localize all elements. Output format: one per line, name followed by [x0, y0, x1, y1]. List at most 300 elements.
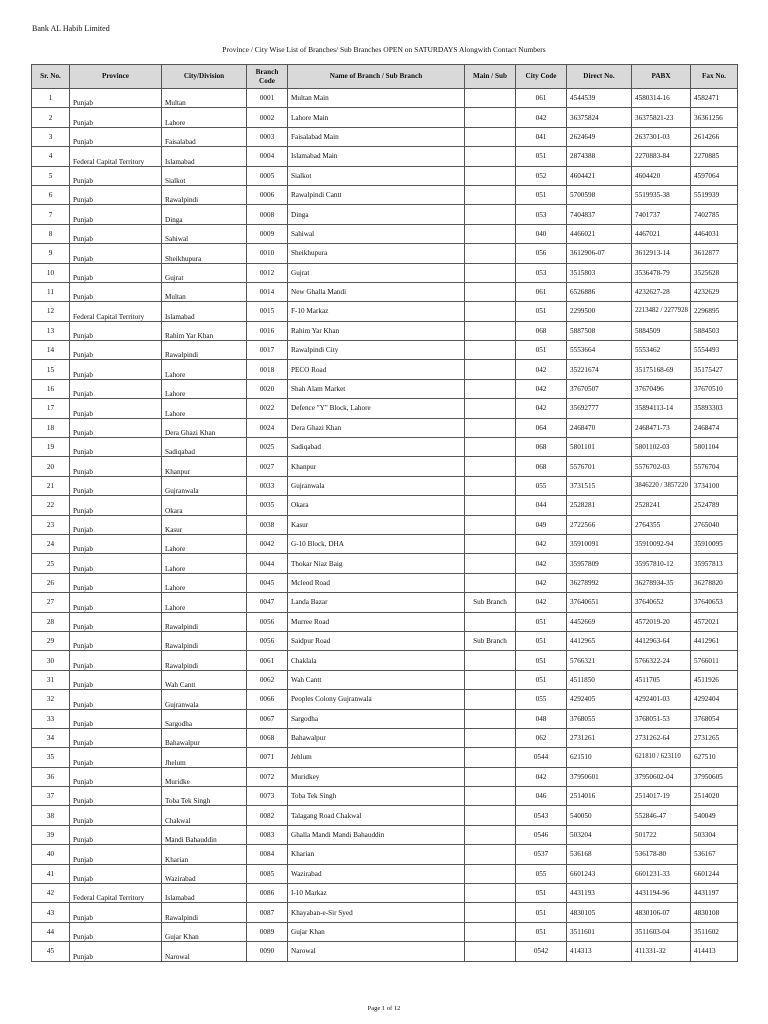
- cell-pabx: 7401737: [632, 205, 691, 224]
- table-row: [32, 476, 738, 495]
- header-main-sub: Main / Sub: [465, 65, 516, 89]
- cell-fax-no: 4597064: [691, 166, 738, 185]
- cell-main-sub: [465, 670, 516, 689]
- cell-branch-name: Bahawalpur: [288, 728, 465, 747]
- cell-sr-no: 15: [32, 360, 70, 379]
- cell-branch-name: Peoples Colony Gujranwala: [288, 690, 465, 709]
- cell-branch-name: Sadiqabad: [288, 438, 465, 457]
- cell-branch-code: 0087: [247, 903, 288, 922]
- cell-branch-code: 0015: [247, 302, 288, 321]
- cell-branch-code: 0061: [247, 651, 288, 670]
- cell-main-sub: [465, 166, 516, 185]
- cell-main-sub: [465, 903, 516, 922]
- cell-fax-no: 35910095: [691, 534, 738, 553]
- cell-direct-no: 540050: [567, 806, 632, 825]
- cell-main-sub: [465, 244, 516, 263]
- cell-branch-code: 0010: [247, 244, 288, 263]
- cell-sr-no: 19: [32, 438, 70, 457]
- cell-city: Multan: [162, 282, 247, 301]
- table-row: [32, 748, 738, 767]
- cell-branch-name: Talagang Road Chakwal: [288, 806, 465, 825]
- cell-sr-no: 1: [32, 89, 70, 108]
- cell-direct-no: 2722566: [567, 515, 632, 534]
- cell-sr-no: 9: [32, 244, 70, 263]
- cell-branch-name: Gujrat: [288, 263, 465, 282]
- cell-city-code: 051: [516, 147, 567, 166]
- cell-branch-code: 0072: [247, 767, 288, 786]
- cell-branch-name: Ghalla Mandi Mandi Bahauddin: [288, 825, 465, 844]
- cell-sr-no: 4: [32, 147, 70, 166]
- cell-main-sub: [465, 282, 516, 301]
- table-row: [32, 302, 738, 321]
- cell-fax-no: 4830108: [691, 903, 738, 922]
- cell-sr-no: 41: [32, 864, 70, 883]
- cell-direct-no: 2299500: [567, 302, 632, 321]
- cell-sr-no: 44: [32, 922, 70, 941]
- table-row: [32, 185, 738, 204]
- cell-sr-no: 36: [32, 767, 70, 786]
- cell-province: Punjab: [70, 787, 162, 806]
- cell-fax-no: 2614266: [691, 127, 738, 146]
- cell-direct-no: 414313: [567, 942, 632, 961]
- cell-pabx: 5519935-38: [632, 185, 691, 204]
- cell-main-sub: [465, 205, 516, 224]
- cell-direct-no: 536168: [567, 845, 632, 864]
- cell-direct-no: 503204: [567, 825, 632, 844]
- cell-direct-no: 621510: [567, 748, 632, 767]
- cell-city: Lahore: [162, 534, 247, 553]
- table-row: [32, 631, 738, 650]
- table-row: [32, 651, 738, 670]
- cell-province: Punjab: [70, 476, 162, 495]
- cell-fax-no: 4232629: [691, 282, 738, 301]
- cell-pabx: 501722: [632, 825, 691, 844]
- table-row: [32, 884, 738, 903]
- cell-branch-name: Shah Alam Market: [288, 379, 465, 398]
- cell-branch-code: 0090: [247, 942, 288, 961]
- cell-branch-code: 0056: [247, 612, 288, 631]
- cell-sr-no: 21: [32, 476, 70, 495]
- cell-fax-no: 37640653: [691, 593, 738, 612]
- cell-direct-no: 4412965: [567, 631, 632, 650]
- cell-city-code: 056: [516, 244, 567, 263]
- table-row: [32, 438, 738, 457]
- cell-city-code: 051: [516, 670, 567, 689]
- cell-province: Punjab: [70, 845, 162, 864]
- cell-sr-no: 20: [32, 457, 70, 476]
- cell-main-sub: [465, 573, 516, 592]
- cell-fax-no: 4431197: [691, 884, 738, 903]
- cell-pabx: 37950602-04: [632, 767, 691, 786]
- table-row: [32, 399, 738, 418]
- cell-fax-no: 35175427: [691, 360, 738, 379]
- cell-fax-no: 2270885: [691, 147, 738, 166]
- cell-province: Punjab: [70, 631, 162, 650]
- cell-main-sub: [465, 457, 516, 476]
- cell-sr-no: 3: [32, 127, 70, 146]
- cell-city-code: 042: [516, 399, 567, 418]
- cell-city: Rawalpindi: [162, 651, 247, 670]
- cell-pabx: 2637301-03: [632, 127, 691, 146]
- cell-fax-no: 5801104: [691, 438, 738, 457]
- cell-city: Sahiwal: [162, 224, 247, 243]
- cell-city: Rahim Yar Khan: [162, 321, 247, 340]
- table-row: [32, 166, 738, 185]
- cell-city: Rawalpindi: [162, 612, 247, 631]
- cell-main-sub: [465, 690, 516, 709]
- cell-province: Federal Capital Territory: [70, 147, 162, 166]
- cell-fax-no: 36278820: [691, 573, 738, 592]
- cell-direct-no: 5766321: [567, 651, 632, 670]
- table-row: [32, 942, 738, 961]
- cell-fax-no: 5554493: [691, 341, 738, 360]
- cell-pabx: 5766322-24: [632, 651, 691, 670]
- cell-sr-no: 8: [32, 224, 70, 243]
- cell-province: Punjab: [70, 922, 162, 941]
- table-row: [32, 767, 738, 786]
- cell-sr-no: 31: [32, 670, 70, 689]
- cell-city: Gujranwala: [162, 690, 247, 709]
- cell-sr-no: 7: [32, 205, 70, 224]
- table-row: [32, 670, 738, 689]
- cell-branch-code: 0084: [247, 845, 288, 864]
- cell-city: Lahore: [162, 554, 247, 573]
- cell-province: Punjab: [70, 379, 162, 398]
- cell-city: Wazirabad: [162, 864, 247, 883]
- cell-province: Punjab: [70, 321, 162, 340]
- cell-main-sub: [465, 341, 516, 360]
- cell-city-code: 051: [516, 903, 567, 922]
- cell-branch-code: 0027: [247, 457, 288, 476]
- table-row: [32, 728, 738, 747]
- cell-main-sub: [465, 496, 516, 515]
- cell-city: Chakwal: [162, 806, 247, 825]
- cell-branch-code: 0068: [247, 728, 288, 747]
- cell-city: Dinga: [162, 205, 247, 224]
- cell-main-sub: [465, 728, 516, 747]
- table-row: [32, 379, 738, 398]
- cell-province: Punjab: [70, 263, 162, 282]
- cell-pabx: 6601231-33: [632, 864, 691, 883]
- cell-province: Punjab: [70, 418, 162, 437]
- cell-main-sub: [465, 224, 516, 243]
- table-row: [32, 108, 738, 127]
- cell-fax-no: 4511926: [691, 670, 738, 689]
- cell-pabx: 5884509: [632, 321, 691, 340]
- cell-main-sub: [465, 922, 516, 941]
- cell-province: Punjab: [70, 457, 162, 476]
- cell-sr-no: 34: [32, 728, 70, 747]
- cell-province: Punjab: [70, 166, 162, 185]
- cell-branch-name: Rahim Yar Khan: [288, 321, 465, 340]
- cell-direct-no: 2514016: [567, 787, 632, 806]
- cell-branch-code: 0003: [247, 127, 288, 146]
- cell-direct-no: 4431193: [567, 884, 632, 903]
- cell-main-sub: [465, 748, 516, 767]
- cell-fax-no: 414413: [691, 942, 738, 961]
- cell-fax-no: 2524789: [691, 496, 738, 515]
- cell-direct-no: 3768055: [567, 709, 632, 728]
- cell-city-code: 0544: [516, 748, 567, 767]
- cell-branch-name: Lahore Main: [288, 108, 465, 127]
- cell-sr-no: 2: [32, 108, 70, 127]
- cell-direct-no: 2731261: [567, 728, 632, 747]
- cell-pabx: 4467021: [632, 224, 691, 243]
- cell-direct-no: 37950601: [567, 767, 632, 786]
- cell-pabx: 4431194-96: [632, 884, 691, 903]
- cell-city: Rawalpindi: [162, 903, 247, 922]
- cell-city: Jhelum: [162, 748, 247, 767]
- cell-sr-no: 39: [32, 825, 70, 844]
- cell-fax-no: 2296895: [691, 302, 738, 321]
- cell-branch-name: Mcleod Road: [288, 573, 465, 592]
- cell-province: Punjab: [70, 903, 162, 922]
- cell-direct-no: 37640651: [567, 593, 632, 612]
- cell-fax-no: 5576704: [691, 457, 738, 476]
- cell-city-code: 0542: [516, 942, 567, 961]
- cell-fax-no: 3734100: [691, 476, 738, 495]
- cell-direct-no: 3731515: [567, 476, 632, 495]
- cell-city-code: 064: [516, 418, 567, 437]
- cell-main-sub: [465, 89, 516, 108]
- cell-branch-name: Rawalpindi Cantt: [288, 185, 465, 204]
- cell-fax-no: 6601244: [691, 864, 738, 883]
- cell-branch-name: I-10 Markaz: [288, 884, 465, 903]
- cell-pabx: 411331-32: [632, 942, 691, 961]
- cell-sr-no: 12: [32, 302, 70, 321]
- cell-pabx: 2731262-64: [632, 728, 691, 747]
- cell-pabx: 2468471-73: [632, 418, 691, 437]
- cell-main-sub: [465, 825, 516, 844]
- cell-city-code: 068: [516, 457, 567, 476]
- table-body: [32, 89, 738, 962]
- cell-main-sub: [465, 709, 516, 728]
- cell-direct-no: 4511850: [567, 670, 632, 689]
- cell-direct-no: 4830105: [567, 903, 632, 922]
- cell-sr-no: 17: [32, 399, 70, 418]
- cell-branch-name: Thokar Niaz Baig: [288, 554, 465, 573]
- cell-fax-no: 5519939: [691, 185, 738, 204]
- table-row: [32, 282, 738, 301]
- cell-sr-no: 16: [32, 379, 70, 398]
- cell-city-code: 040: [516, 224, 567, 243]
- table-row: [32, 360, 738, 379]
- cell-city: Sialkot: [162, 166, 247, 185]
- cell-fax-no: 3525628: [691, 263, 738, 282]
- cell-main-sub: [465, 108, 516, 127]
- cell-province: Punjab: [70, 767, 162, 786]
- cell-main-sub: [465, 884, 516, 903]
- cell-direct-no: 5801101: [567, 438, 632, 457]
- header-sr-no: Sr. No.: [32, 65, 70, 89]
- cell-fax-no: 35957813: [691, 554, 738, 573]
- cell-pabx: 5801102-03: [632, 438, 691, 457]
- cell-branch-name: PECO Road: [288, 360, 465, 379]
- cell-main-sub: Sub Branch: [465, 593, 516, 612]
- cell-province: Punjab: [70, 341, 162, 360]
- cell-sr-no: 37: [32, 787, 70, 806]
- cell-branch-name: Khanpur: [288, 457, 465, 476]
- cell-province: Punjab: [70, 108, 162, 127]
- cell-city-code: 051: [516, 922, 567, 941]
- cell-branch-name: Chaklala: [288, 651, 465, 670]
- cell-province: Punjab: [70, 728, 162, 747]
- cell-branch-name: Dera Ghazi Khan: [288, 418, 465, 437]
- cell-branch-name: F-10 Markaz: [288, 302, 465, 321]
- cell-branch-code: 0035: [247, 496, 288, 515]
- cell-city-code: 049: [516, 515, 567, 534]
- cell-city-code: 051: [516, 612, 567, 631]
- cell-sr-no: 42: [32, 884, 70, 903]
- cell-pabx: 4412963-64: [632, 631, 691, 650]
- cell-province: Punjab: [70, 670, 162, 689]
- cell-city: Toba Tek Singh: [162, 787, 247, 806]
- cell-pabx: 3612913-14: [632, 244, 691, 263]
- cell-branch-name: Muridkey: [288, 767, 465, 786]
- cell-fax-no: 7402785: [691, 205, 738, 224]
- cell-pabx: 621810 / 623110: [632, 748, 691, 767]
- cell-province: Punjab: [70, 399, 162, 418]
- cell-city: Islamabad: [162, 884, 247, 903]
- cell-branch-code: 0047: [247, 593, 288, 612]
- cell-city: Sadiqabad: [162, 438, 247, 457]
- table-row: [32, 593, 738, 612]
- cell-city-code: 042: [516, 593, 567, 612]
- cell-city: Rawalpindi: [162, 341, 247, 360]
- page-footer: Page 1 of 12: [367, 1005, 401, 1012]
- table-row: [32, 709, 738, 728]
- cell-city-code: 051: [516, 631, 567, 650]
- cell-city-code: 042: [516, 379, 567, 398]
- cell-sr-no: 25: [32, 554, 70, 573]
- cell-pabx: 2270883-84: [632, 147, 691, 166]
- cell-city-code: 068: [516, 321, 567, 340]
- cell-branch-code: 0056: [247, 631, 288, 650]
- cell-branch-name: Khayaban-e-Sir Syed: [288, 903, 465, 922]
- cell-branch-name: Landa Bazar: [288, 593, 465, 612]
- table-row: [32, 147, 738, 166]
- cell-branch-code: 0067: [247, 709, 288, 728]
- cell-fax-no: 536167: [691, 845, 738, 864]
- cell-province: Punjab: [70, 612, 162, 631]
- cell-main-sub: [465, 515, 516, 534]
- cell-main-sub: [465, 845, 516, 864]
- cell-province: Punjab: [70, 127, 162, 146]
- table-row: [32, 864, 738, 883]
- cell-city: Gujar Khan: [162, 922, 247, 941]
- cell-branch-name: Gujar Khan: [288, 922, 465, 941]
- cell-branch-code: 0005: [247, 166, 288, 185]
- cell-branch-code: 0025: [247, 438, 288, 457]
- cell-province: Punjab: [70, 496, 162, 515]
- cell-city: Khanpur: [162, 457, 247, 476]
- cell-city: Lahore: [162, 573, 247, 592]
- cell-city-code: 051: [516, 884, 567, 903]
- cell-branch-name: Dinga: [288, 205, 465, 224]
- cell-province: Punjab: [70, 690, 162, 709]
- cell-branch-code: 0071: [247, 748, 288, 767]
- cell-fax-no: 627510: [691, 748, 738, 767]
- table-row: [32, 806, 738, 825]
- cell-direct-no: 4604421: [567, 166, 632, 185]
- cell-sr-no: 29: [32, 631, 70, 650]
- table-row: [32, 903, 738, 922]
- table-row: [32, 825, 738, 844]
- cell-city: Wah Cantt: [162, 670, 247, 689]
- cell-fax-no: 37950605: [691, 767, 738, 786]
- cell-main-sub: [465, 147, 516, 166]
- cell-pabx: 3768051-53: [632, 709, 691, 728]
- header-branch-code: Branch Code: [247, 65, 288, 89]
- cell-branch-code: 0009: [247, 224, 288, 243]
- cell-branch-code: 0062: [247, 670, 288, 689]
- cell-direct-no: 35910091: [567, 534, 632, 553]
- table-row: [32, 263, 738, 282]
- cell-city: Lahore: [162, 399, 247, 418]
- cell-branch-name: Okara: [288, 496, 465, 515]
- table-row: [32, 89, 738, 108]
- cell-direct-no: 6526886: [567, 282, 632, 301]
- table-header-row: [32, 65, 738, 89]
- table-row: [32, 922, 738, 941]
- cell-city-code: 053: [516, 263, 567, 282]
- cell-fax-no: 3768054: [691, 709, 738, 728]
- cell-city-code: 068: [516, 438, 567, 457]
- cell-direct-no: 6601243: [567, 864, 632, 883]
- branch-table: [31, 64, 738, 962]
- cell-main-sub: [465, 302, 516, 321]
- cell-branch-code: 0017: [247, 341, 288, 360]
- cell-branch-code: 0038: [247, 515, 288, 534]
- cell-branch-name: Toba Tek Singh: [288, 787, 465, 806]
- cell-branch-name: New Ghalla Mandi: [288, 282, 465, 301]
- cell-branch-name: Wah Cantt: [288, 670, 465, 689]
- cell-province: Punjab: [70, 224, 162, 243]
- cell-sr-no: 38: [32, 806, 70, 825]
- table-row: [32, 341, 738, 360]
- cell-branch-code: 0014: [247, 282, 288, 301]
- cell-direct-no: 7404837: [567, 205, 632, 224]
- cell-sr-no: 45: [32, 942, 70, 961]
- cell-city: Narowal: [162, 942, 247, 961]
- cell-direct-no: 3612906-07: [567, 244, 632, 263]
- cell-branch-name: Faisalabad Main: [288, 127, 465, 146]
- table-row: [32, 573, 738, 592]
- cell-sr-no: 13: [32, 321, 70, 340]
- cell-city: Faisalabad: [162, 127, 247, 146]
- cell-city-code: 055: [516, 690, 567, 709]
- cell-fax-no: 36361256: [691, 108, 738, 127]
- cell-sr-no: 40: [32, 845, 70, 864]
- cell-pabx: 37640652: [632, 593, 691, 612]
- cell-main-sub: [465, 864, 516, 883]
- organization-name: Bank AL Habib Limited: [32, 24, 110, 33]
- cell-fax-no: 35893303: [691, 399, 738, 418]
- cell-sr-no: 30: [32, 651, 70, 670]
- cell-city-code: 042: [516, 108, 567, 127]
- cell-pabx: 35175168-69: [632, 360, 691, 379]
- cell-main-sub: [465, 379, 516, 398]
- cell-pabx: 35910092-94: [632, 534, 691, 553]
- cell-branch-code: 0082: [247, 806, 288, 825]
- cell-main-sub: [465, 612, 516, 631]
- document-title: Province / City Wise List of Branches/ Sub Branches OPEN on SATURDAYS Alongwith Contact Numbers: [222, 45, 546, 54]
- cell-branch-code: 0020: [247, 379, 288, 398]
- table-row: [32, 224, 738, 243]
- cell-city-code: 051: [516, 302, 567, 321]
- table-row: [32, 534, 738, 553]
- cell-city: Sheikhupura: [162, 244, 247, 263]
